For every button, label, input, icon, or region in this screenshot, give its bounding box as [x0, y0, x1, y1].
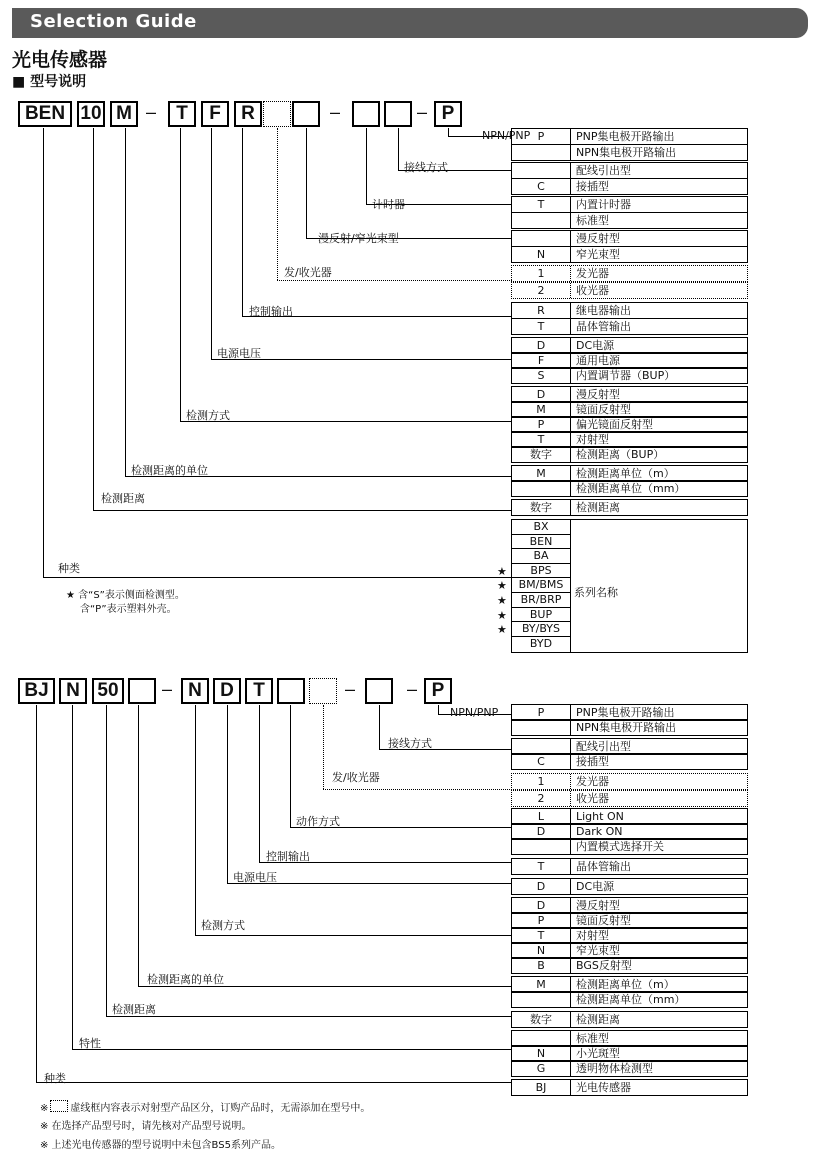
- code-box-ben: BEN: [18, 101, 72, 127]
- option-code: T: [512, 432, 571, 447]
- connector-vertical-type: [36, 705, 37, 1082]
- option-code: 数字: [512, 447, 571, 462]
- star-icon: ★: [497, 579, 507, 593]
- option-code: BJ: [512, 1080, 571, 1095]
- option-desc: 检测距离单位（m）: [576, 978, 675, 991]
- option-row: [511, 230, 748, 247]
- option-code: T: [512, 197, 571, 212]
- label-power: 电源电压: [217, 347, 261, 360]
- label-dist: 检测距离: [101, 492, 145, 505]
- option-code: C: [512, 754, 571, 769]
- option-desc: 收光器: [576, 284, 609, 297]
- code-box-10: 10: [77, 101, 105, 127]
- option-desc: Dark ON: [576, 825, 623, 838]
- separator-dash: –: [330, 102, 341, 122]
- option-row: [511, 265, 748, 282]
- option-code: [512, 163, 571, 178]
- code-box-bj: BJ: [18, 678, 55, 704]
- option-code: [512, 231, 571, 246]
- connector-horizontal-unit: [138, 986, 512, 987]
- connector-vertical-wiring: [398, 128, 399, 170]
- dotted-box-icon: [50, 1100, 68, 1112]
- option-desc: 对射型: [576, 929, 609, 942]
- section-subtitle: ■ 型号说明: [12, 74, 87, 90]
- connector-vertical-emit: [277, 128, 278, 280]
- option-desc: 配线引出型: [576, 740, 631, 753]
- option-desc: 检测距离单位（m）: [576, 467, 675, 480]
- footnote-check: ※ 在选择产品型号时，请先核对产品型号说明。: [40, 1121, 252, 1132]
- label-ctrl: 控制输出: [249, 305, 293, 318]
- option-code: 数字: [512, 500, 571, 515]
- connector-vertical-type: [43, 128, 44, 577]
- connector-horizontal-emit: [277, 280, 512, 281]
- series-name-label: 系列名称: [574, 586, 618, 599]
- option-desc: 检测距离（BUP）: [576, 448, 665, 461]
- option-row: [511, 878, 748, 895]
- option-code: S: [512, 368, 571, 383]
- connector-horizontal-type: [36, 1082, 512, 1083]
- option-desc: 镜面反射型: [576, 914, 631, 927]
- option-desc: 检测距离: [576, 1013, 620, 1026]
- connector-vertical-wiring: [379, 705, 380, 749]
- option-row: [511, 128, 748, 145]
- connector-horizontal-dist: [106, 1016, 512, 1017]
- option-code: D: [512, 387, 571, 402]
- note-side-type: ★ 含“S”表示侧面检测型。: [66, 590, 185, 601]
- option-row: [511, 719, 748, 736]
- connector-vertical-ctrl: [259, 705, 260, 862]
- label-emit: 发/收光器: [332, 771, 380, 784]
- code-box-r: R: [234, 101, 262, 127]
- star-icon: ★: [497, 594, 507, 607]
- option-code: 1: [512, 774, 571, 789]
- option-row: [511, 480, 748, 497]
- option-desc: 内置调节器（BUP）: [576, 369, 676, 382]
- series-code: BX: [512, 520, 570, 535]
- connector-vertical-action: [290, 705, 291, 827]
- option-code: P: [512, 129, 571, 144]
- star-icon: ★: [497, 623, 507, 637]
- option-row: [511, 246, 748, 263]
- option-desc: 小光斑型: [576, 1047, 620, 1060]
- option-code: [512, 839, 571, 854]
- option-desc: 发光器: [576, 267, 609, 280]
- code-box-opt2: [292, 101, 320, 127]
- option-row: [511, 1011, 748, 1028]
- option-code: P: [512, 913, 571, 928]
- label-type: 种类: [44, 1072, 66, 1085]
- option-row: [511, 1079, 748, 1096]
- option-code: F: [512, 353, 571, 368]
- banner-text: Selection Guide: [30, 11, 197, 32]
- option-desc: 漫反射型: [576, 232, 620, 245]
- page-title: 光电传感器: [12, 49, 108, 71]
- option-desc: 继电器输出: [576, 304, 631, 317]
- footnote-dotted: [40, 1100, 370, 1116]
- star-icon: ★: [497, 608, 507, 622]
- option-code: T: [512, 928, 571, 943]
- label-unit: 检测距离的单位: [147, 973, 224, 986]
- option-desc: 内置计时器: [576, 198, 631, 211]
- option-code: [512, 481, 571, 496]
- option-desc: 漫反射型: [576, 388, 620, 401]
- option-code: M: [512, 466, 571, 481]
- connector-vertical-feature: [72, 705, 73, 1049]
- option-code: N: [512, 1046, 571, 1061]
- code-box-t: T: [168, 101, 196, 127]
- option-desc: DC电源: [576, 880, 615, 893]
- option-code: M: [512, 977, 571, 992]
- option-desc: NPN集电极开路输出: [576, 146, 677, 159]
- label-feature: 特性: [79, 1037, 101, 1050]
- series-code: BR/BRP: [512, 593, 570, 608]
- option-code: N: [512, 247, 571, 262]
- option-code: L: [512, 809, 571, 824]
- option-desc: 窄光束型: [576, 248, 620, 261]
- option-code: T: [512, 319, 571, 334]
- footnote-bs5: ※ 上述光电传感器的型号说明中未包含BS5系列产品。: [40, 1140, 281, 1151]
- option-desc: 通用电源: [576, 354, 620, 367]
- option-desc: 接插型: [576, 755, 609, 768]
- label-wiring: 接线方式: [404, 161, 448, 174]
- option-desc: 配线引出型: [576, 164, 631, 177]
- option-code: B: [512, 958, 571, 973]
- option-row: [511, 302, 748, 319]
- connector-vertical-diffuse: [306, 128, 307, 238]
- option-desc: 检测距离: [576, 501, 620, 514]
- option-code: [512, 739, 571, 754]
- option-code: 1: [512, 266, 571, 281]
- option-code: D: [512, 338, 571, 353]
- connector-vertical-power: [227, 705, 228, 883]
- option-code: 数字: [512, 1012, 571, 1027]
- footnote-mark: ※: [40, 1103, 49, 1114]
- option-desc: 内置模式选择开关: [576, 840, 664, 853]
- label-timer: 计时器: [372, 198, 405, 211]
- series-code: BUP: [512, 608, 570, 623]
- option-row: [511, 178, 748, 195]
- option-desc: 标准型: [576, 214, 609, 227]
- series-code: BEN: [512, 535, 570, 550]
- option-row: [511, 499, 748, 516]
- connector-vertical-dist: [106, 705, 107, 1016]
- option-code: G: [512, 1061, 571, 1076]
- code-box-m: M: [110, 101, 138, 127]
- connector-vertical-detect: [180, 128, 181, 421]
- label-type: 种类: [58, 562, 80, 575]
- option-row: [511, 753, 748, 770]
- option-desc: DC电源: [576, 339, 615, 352]
- option-code: P: [512, 417, 571, 432]
- option-code: M: [512, 402, 571, 417]
- label-detect: 检测方式: [201, 919, 245, 932]
- note-plastic: 含“P”表示塑料外壳。: [80, 604, 177, 615]
- option-desc: Light ON: [576, 810, 624, 823]
- option-row: [511, 1060, 748, 1077]
- label-wiring: 接线方式: [388, 737, 432, 750]
- code-box-opt3: [352, 101, 380, 127]
- option-code: T: [512, 859, 571, 874]
- code-box-blank1: [128, 678, 156, 704]
- series-codes: [512, 520, 571, 652]
- option-row: [511, 838, 748, 855]
- label-npn: NPN/PNP: [482, 129, 531, 142]
- option-row: [511, 446, 748, 463]
- option-desc: 晶体管输出: [576, 860, 631, 873]
- connector-horizontal-dist: [93, 510, 512, 511]
- option-code: D: [512, 824, 571, 839]
- option-desc: 检测距离单位（mm）: [576, 482, 686, 495]
- label-npn: NPN/PNP: [450, 706, 499, 719]
- option-row: [511, 773, 748, 790]
- option-desc: 偏光镜面反射型: [576, 418, 653, 431]
- option-code: [512, 720, 571, 735]
- option-desc: PNP集电极开路输出: [576, 130, 675, 143]
- option-desc: 漫反射型: [576, 899, 620, 912]
- separator-dash: –: [162, 679, 173, 699]
- option-row: [511, 790, 748, 807]
- connector-vertical-npn: [448, 128, 449, 136]
- footnote-dotted-text: 虚线框内容表示对射型产品区分，订购产品时，无需添加在型号中。: [70, 1103, 371, 1114]
- separator-dash: –: [146, 102, 157, 122]
- connector-horizontal-detect: [195, 935, 512, 936]
- section-banner: [12, 8, 808, 38]
- option-desc: 收光器: [576, 792, 609, 805]
- option-code: 2: [512, 791, 571, 806]
- option-code: R: [512, 303, 571, 318]
- connector-horizontal-feature: [72, 1049, 512, 1050]
- option-row: [511, 144, 748, 161]
- code-box-blank4: [365, 678, 393, 704]
- code-box-blank2: [277, 678, 305, 704]
- option-desc: PNP集电极开路输出: [576, 706, 675, 719]
- connector-vertical-ctrl: [242, 128, 243, 316]
- connector-vertical-emit: [323, 705, 324, 789]
- option-code: [512, 992, 571, 1007]
- option-desc: 标准型: [576, 1032, 609, 1045]
- option-row: [511, 367, 748, 384]
- series-name-table: [511, 519, 748, 653]
- code-box-opt4: [384, 101, 412, 127]
- connector-vertical-timer: [366, 128, 367, 204]
- connector-vertical-power: [211, 128, 212, 359]
- option-desc: 光电传感器: [576, 1081, 631, 1094]
- option-code: N: [512, 943, 571, 958]
- option-code: P: [512, 705, 571, 720]
- code-box-d: D: [213, 678, 241, 704]
- code-box-50: 50: [92, 678, 124, 704]
- option-code: [512, 145, 571, 160]
- separator-dash: –: [417, 102, 428, 122]
- series-code: BPS: [512, 564, 570, 579]
- option-code: D: [512, 898, 571, 913]
- code-box-f: F: [201, 101, 229, 127]
- option-row: [511, 858, 748, 875]
- connector-horizontal-type: [43, 577, 512, 578]
- code-box-t2: T: [245, 678, 273, 704]
- option-desc: 对射型: [576, 433, 609, 446]
- connector-vertical-detect: [195, 705, 196, 935]
- option-row: [511, 162, 748, 179]
- connector-vertical-npn: [438, 705, 439, 714]
- option-desc: 发光器: [576, 775, 609, 788]
- option-row: [511, 991, 748, 1008]
- option-desc: 晶体管输出: [576, 320, 631, 333]
- label-unit: 检测距离的单位: [131, 464, 208, 477]
- option-row: [511, 212, 748, 229]
- option-row: [511, 282, 748, 299]
- option-desc: 镜面反射型: [576, 403, 631, 416]
- code-box-opt1: [263, 101, 291, 127]
- option-code: [512, 213, 571, 228]
- connector-vertical-unit: [125, 128, 126, 476]
- connector-vertical-dist: [93, 128, 94, 510]
- series-code: BY/BYS: [512, 622, 570, 637]
- option-code: C: [512, 179, 571, 194]
- label-diffuse: 漫反射/窄光束型: [318, 232, 399, 245]
- option-desc: 检测距离单位（mm）: [576, 993, 686, 1006]
- separator-dash: –: [407, 679, 418, 699]
- option-code: D: [512, 879, 571, 894]
- code-box-p: P: [434, 101, 462, 127]
- option-desc: 透明物体检测型: [576, 1062, 653, 1075]
- option-code: [512, 1031, 571, 1046]
- code-box-n2: N: [181, 678, 209, 704]
- option-code: 2: [512, 283, 571, 298]
- option-desc: 窄光束型: [576, 944, 620, 957]
- option-desc: NPN集电极开路输出: [576, 721, 677, 734]
- option-desc: BGS反射型: [576, 959, 632, 972]
- series-code: BM/BMS: [512, 578, 570, 593]
- code-box-n: N: [59, 678, 87, 704]
- option-row: [511, 318, 748, 335]
- option-row: [511, 196, 748, 213]
- label-ctrl: 控制输出: [266, 850, 310, 863]
- label-power: 电源电压: [233, 871, 277, 884]
- label-dist: 检测距离: [112, 1003, 156, 1016]
- option-row: [511, 957, 748, 974]
- series-code: BYD: [529, 636, 553, 650]
- label-emit: 发/收光器: [284, 266, 332, 279]
- separator-dash: –: [345, 679, 356, 699]
- label-action: 动作方式: [296, 815, 340, 828]
- code-box-blank3: [309, 678, 337, 704]
- code-box-p2: P: [424, 678, 452, 704]
- connector-vertical-unit: [138, 705, 139, 986]
- connector-horizontal-emit: [323, 789, 512, 790]
- option-desc: 接插型: [576, 180, 609, 193]
- label-detect: 检测方式: [186, 409, 230, 422]
- star-icon: ★: [497, 564, 507, 578]
- series-code: BA: [512, 549, 570, 564]
